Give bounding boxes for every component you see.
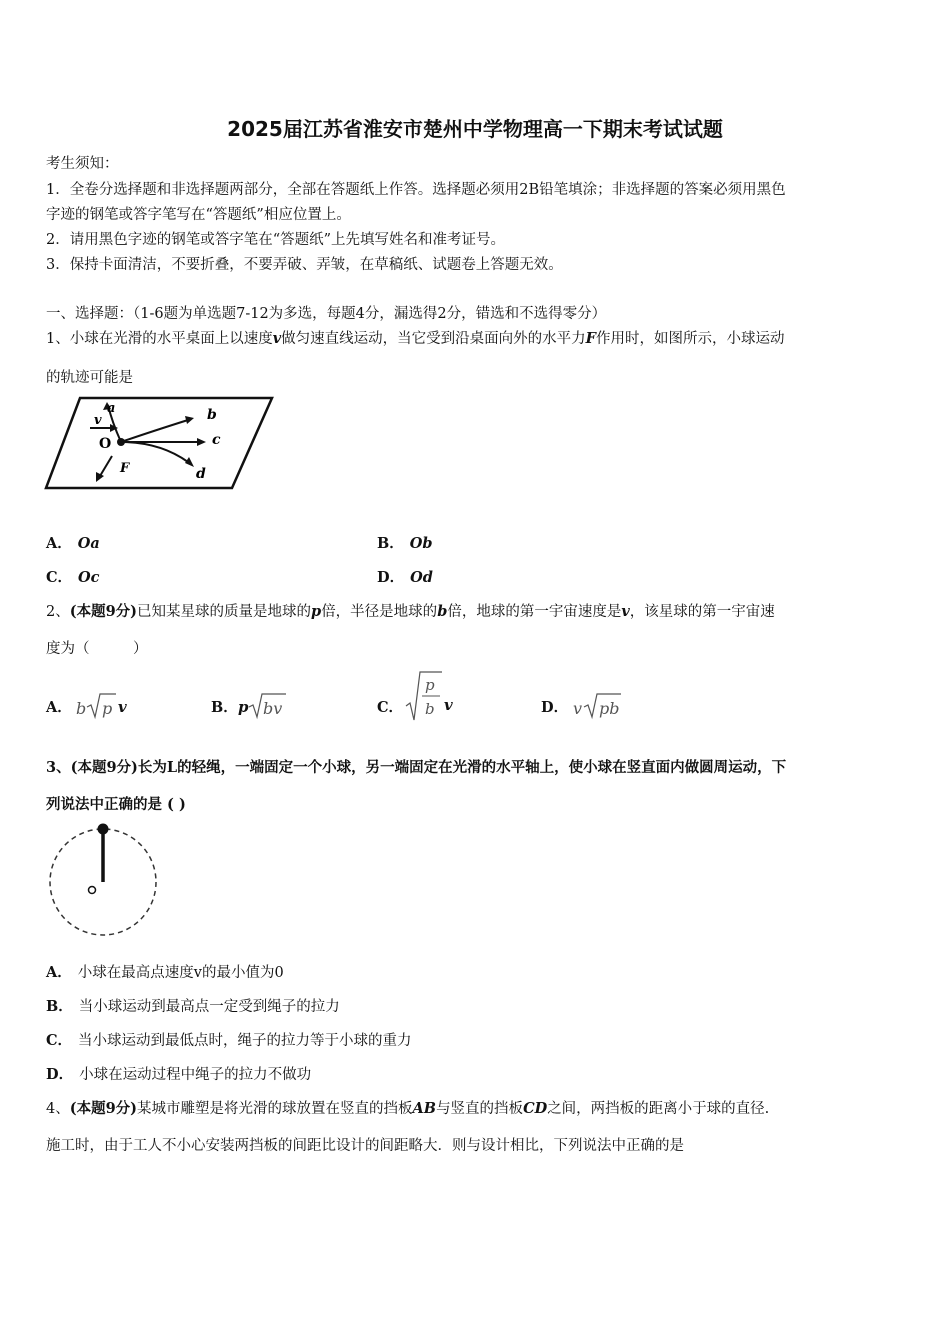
q2-formula-b [236, 690, 296, 722]
notice-item: 2．请用黑色字迹的钢笔或答字笔在“答题纸”上先填写姓名和准考证号。 [46, 232, 506, 248]
label-b: b [207, 407, 217, 423]
path-d-arrowhead [185, 457, 194, 467]
path-b-arrowhead [185, 416, 194, 424]
label-v: v [94, 413, 102, 428]
q2-option-d[interactable]: D． [541, 699, 569, 716]
path-b [121, 420, 188, 442]
force-arrow [100, 456, 112, 476]
q1-option-d[interactable]: D． Od [377, 569, 433, 586]
notice-item: 3．保持卡面清洁，不要折叠，不要弄破、弄皱，在草稿纸、试题卷上答题无效。 [46, 257, 563, 273]
q3-option-d[interactable]: D． 小球在运动过程中绳子的拉力不做功 [46, 1066, 312, 1083]
formula-term: b [76, 699, 87, 718]
q3-stem-line2: 列说法中正确的是 ( ) [46, 796, 186, 813]
q2-formula-c [404, 670, 464, 726]
q1-option-b[interactable]: B． Ob [377, 535, 433, 552]
q4-stem: 4、(本题9分)某城市雕塑是将光滑的球放置在竖直的挡板AB与竖直的挡板CD之间，两挡板的距离小于球的直径. [46, 1100, 770, 1117]
q1-option-a[interactable]: A． Oa [46, 535, 100, 552]
q2-option-c[interactable]: C． [377, 699, 404, 716]
label-a: a [107, 401, 116, 416]
formula-radicand: bv [263, 699, 283, 718]
label-F: F [120, 461, 130, 476]
q3-option-c[interactable]: C． 当小球运动到最低点时，绳子的拉力等于小球的重力 [46, 1032, 412, 1049]
notice-heading: 考生须知： [46, 156, 119, 172]
path-c-arrowhead [197, 438, 206, 446]
label-c: c [212, 432, 221, 448]
formula-radicand: pb [599, 699, 620, 718]
formula-radicand: p [102, 699, 113, 718]
path-d [121, 442, 188, 462]
label-d: d [196, 466, 206, 482]
axis-point [89, 887, 96, 894]
q2-option-b[interactable]: B． [211, 699, 238, 716]
formula-term: v [573, 699, 583, 718]
fraction-denominator: b [425, 700, 435, 718]
q1-option-c[interactable]: C． Oc [46, 569, 100, 586]
page-title: 2025届江苏省淮安市楚州中学物理高一下期末考试试题 [227, 117, 723, 141]
q2-stem-line2: 度为（ ） [46, 641, 148, 657]
label-O: O [99, 436, 112, 452]
q3-option-b[interactable]: B． 当小球运动到最高点一定受到绳子的拉力 [46, 998, 340, 1015]
q2-formula-a [74, 690, 134, 722]
q4-stem-line2: 施工时，由于工人不小心安装两挡板的间距比设计的间距略大．则与设计相比，下列说法中正确的是 [46, 1138, 684, 1154]
q1-stem-line2: 的轨迹可能是 [46, 370, 133, 386]
section-heading: 一、选择题：（1-6题为单选题7-12为多选，每题4分，漏选得2分，错选和不选得零分） [46, 306, 607, 322]
q2-formula-d [571, 690, 631, 722]
notice-item: 字迹的钢笔或答字笔写在“答题纸”相应位置上。 [46, 207, 351, 223]
q1-stem: 1、小球在光滑的水平桌面上以速度v做匀速直线运动，当它受到沿桌面向外的水平力F作用时，如图所示，小球运动 [46, 330, 785, 347]
formula-term: v [118, 698, 127, 716]
q2-option-a[interactable]: A． [46, 699, 72, 716]
q2-stem: 2、(本题9分)已知某星球的质量是地球的p倍，半径是地球的b倍，地球的第一宇宙速度是v，该星球的第一宇宙速 [46, 603, 775, 620]
q3-stem: 3、(本题9分)长为L的轻绳，一端固定一个小球，另一端固定在光滑的水平轴上，使小球在竖直面内做圆周运动，下 [46, 759, 787, 776]
ball [98, 824, 109, 835]
q3-figure [44, 820, 164, 936]
force-arrowhead [96, 472, 104, 482]
notice-item: 1．全卷分选择题和非选择题两部分，全部在答题纸上作答。选择题必须用2B铅笔填涂；非选择题的答案必须用黑色 [46, 182, 786, 198]
fraction-numerator: p [425, 676, 435, 694]
q3-option-a[interactable]: A． 小球在最高点速度v的最小值为0 [46, 964, 284, 981]
q1-figure [40, 390, 280, 496]
formula-term: p [238, 698, 249, 716]
formula-term: v [444, 696, 453, 714]
